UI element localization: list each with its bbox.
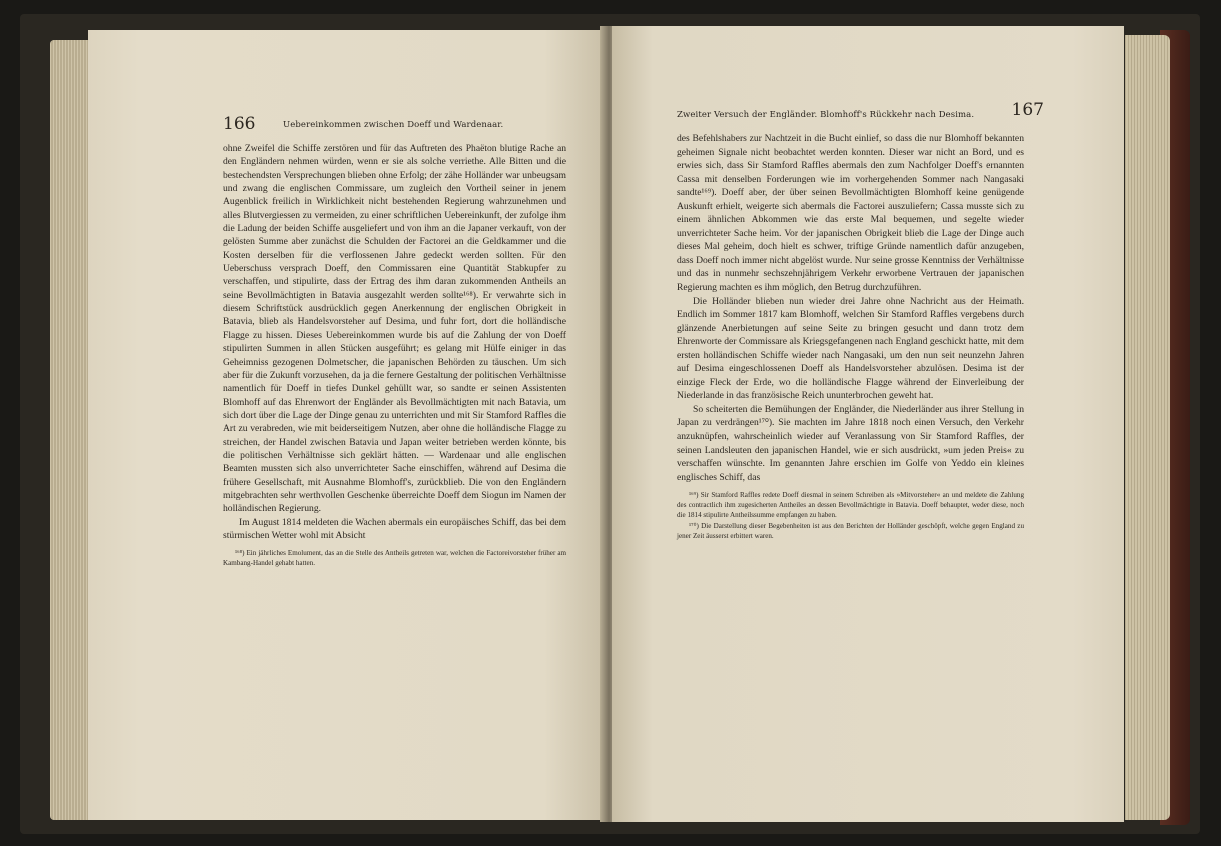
page-number: 166: [223, 114, 256, 134]
footnote: ¹⁷⁰) Die Darstellung dieser Begebenheiten ist aus den Berichten der Holländer geschöpft, welche gegen England zu jener Zeit äusserst erbittert waren.: [677, 522, 1024, 541]
paragraph: des Befehlshabers zur Nachtzeit in die Bucht einlief, so dass die nur Blomhoff bekannten geheimen Signale nicht beobachtet werden konnten. Dieser war nicht an Bord, und es erwies sich, dass Sir Stamford Raffles abermals den zum Nachfolger Doeff's ernannten Cassa mit denselben Forderungen wie im vorhergehenden Sommer nach Nangasaki sandte¹⁶⁹). Doeff aber, der über seinen Bevollmächtigten Blomhoff keine genügende Auskunft erhielt, weigerte sich abermals die Factorei auszuliefern; Cassa musste sich zu einem ähnlichen Abkommen wie das erste Mal bequemen, und segelte wieder unverrichteter Sache heim. Vor der japanischen Obrigkeit blieb die Lage der Dinge auch dieses Mal geheim, doch hielt es schwer, triftige Gründe namentlich dafür anzugeben, dass Doeff noch immer nicht abgelöst wurde. Nur seine grosse Kenntniss der Verhältnisse und das in nunmehr sechszehnjährigem Verkehr erworbene Vertrauen der japanischen Regierung machten es ihm möglich, den Betrug durchzuführen.: [677, 133, 1024, 294]
right-page: [612, 26, 1124, 822]
page-edges-right: [1125, 35, 1170, 820]
right-page-body: [677, 132, 1024, 484]
footnotes: [677, 490, 1024, 541]
paragraph: ohne Zweifel die Schiffe zerstören und für das Auftreten des Phaëton blutige Rache an den Engländern nehmen würden, wenn er sie als solche verriethe. Alle Bitten und die bestechendsten Versprechungen blieben ohne Erfolg; der zähe Holländer war unbeugsam und zwang die englischen Commissare, um zugleich den Vortheil seiner in jenem Augenblick freilich in Wirklichkeit nicht bestehenden Regierung wahrzunehmen und alles Blutvergiessen zu vermeiden, zu einer schriftlichen Uebereinkunft, der zufolge ihm die Ladung der beiden Schiffe ausgeliefert und von ihm an die Japaner verkauft, von der gelösten Summe aber zunächst die Schulden der Factorei an die Geldkammer und die Kosten derselben für die verflossenen Jahre gedeckt werden sollten. Für den Ueberschuss versprach Doeff, den Commissaren eine Quantität Stabkupfer zu verschaffen, und stipulirte, dass der Ertrag des ihm daran zukommenden Antheils an seine Bevollmächtigten in Batavia ausgezahlt werden sollte¹⁶⁸). Er verwahrte sich in diesem Schriftstück ausdrücklich gegen Anerkennung der englischen Obrigkeit in Batavia, blieb als Handelsvorsteher auf Desima, und fuhr fort, dort die holländische Flagge zu hissen. Dieses Uebereinkommen wurde bis auf die Zahlung der von Doeff stipulirten Summen in allen Stücken ausgeführt; es gelang mit Hülfe einiger in das Geheimniss gezogenen Dolmetscher, die japanischen Behörden zu täuschen. Um sich aber für die Zukunft vorzusehen, da ja die fernere Gestaltung der politischen Verhältnisse namentlich für Doeff in tiefes Dunkel gehüllt war, so sandte er seinen Assistenten Blomhoff auf das Ehrenwort der Engländer als Bevollmächtigten mit nach Batavia, um sich dort über die Lage der Dinge genau zu unterrichten und mit Sir Stamford Raffles die Art zu verabreden, wie mit beiderseitigem Nutzen, aber ohne die holländische Flagge zu streichen, der Handel zwischen Batavia und Japan weiter betrieben werden könnte, bis die politischen Verhältnisse sich geklärt hätten. — Wardenaar und alle englischen Beamten mussten sich also unverrichteter Sache einschiffen, während auf Desima die frühere Gesellschaft, mit Ausnahme Blomhoff's, zurückblieb. Die von den Engländern mitgebrachten sehr werthvollen Geschenke überreichte Doeff dem Siogun im Namen der holländischen Regierung.: [223, 143, 566, 515]
running-title: Uebereinkommen zwischen Doeff und Wardenaar.: [283, 120, 504, 130]
footnotes: [223, 548, 566, 568]
page-edges-left: [50, 40, 88, 820]
paragraph: So scheiterten die Bemühungen der Engländer, die Niederländer aus ihrer Stellung in Japan zu verdrängen¹⁷⁰). Sie machten im Jahre 1818 noch einen Versuch, den Verkehr anzuknüpfen, wahrscheinlich wieder auf Veranlassung von Sir Stamford Raffles, der seinen Landsleuten den japanischen Handel, wie er sich ausdrückt, »um jeden Preis« zu verschaffen wünschte. Im genannten Jahre erschien im Golfe von Yeddo ein kleines englisches Schiff, das: [677, 403, 1024, 483]
running-title: Zweiter Versuch der Engländer. Blomhoff's Rückkehr nach Desima.: [677, 110, 975, 120]
right-page-header: [677, 100, 1044, 132]
left-page-header: [223, 114, 566, 142]
footnote: ¹⁶⁸) Ein jährliches Emolument, das an die Stelle des Antheils getreten war, welchen die Factoreivorsteher früher am Kambang-Handel gehabt hatten.: [223, 549, 566, 568]
left-page: [88, 30, 606, 820]
left-page-body: [223, 142, 566, 542]
paragraph: Die Holländer blieben nun wieder drei Jahre ohne Nachricht aus der Heimath. Endlich im Sommer 1817 kam Blomhoff, welchen Sir Stamford Raffles vergebens durch glänzende Anerbietungen auf seine Seite zu bringen gesucht und dann trotz dem Ehrenworte der Commissare als Kriegsgefangenen nach England geschickt hatte, mit dem ersten holländischen Schiffe wieder nach Nangasaki, um den nun seit neunzehn Jahren auf Desima eingeschlossenen Doeff als Handelsvorsteher abzulösen. Desima ist der einzige Fleck der Erde, wo die holländische Flagge während der Einverleibung der Niederlande in das französische Reich ununterbrochen geweht hat.: [677, 295, 1024, 402]
paragraph: Im August 1814 meldeten die Wachen abermals ein europäisches Schiff, das bei dem stürmischen Wetter wohl mit Absicht: [223, 516, 566, 541]
footnote: ¹⁶⁹) Sir Stamford Raffles redete Doeff diesmal in seinem Schreiben als »Mitvorsteher« an und meldete die Zahlung des contractlich ihm zugesicherten Antheiles an dessen Bevollmächtigte in Batavia. Doeff behauptet, weder diese, noch die 1814 stipulirte Antheilssumme empfangen zu haben.: [677, 491, 1024, 520]
page-number: 167: [1011, 100, 1044, 120]
